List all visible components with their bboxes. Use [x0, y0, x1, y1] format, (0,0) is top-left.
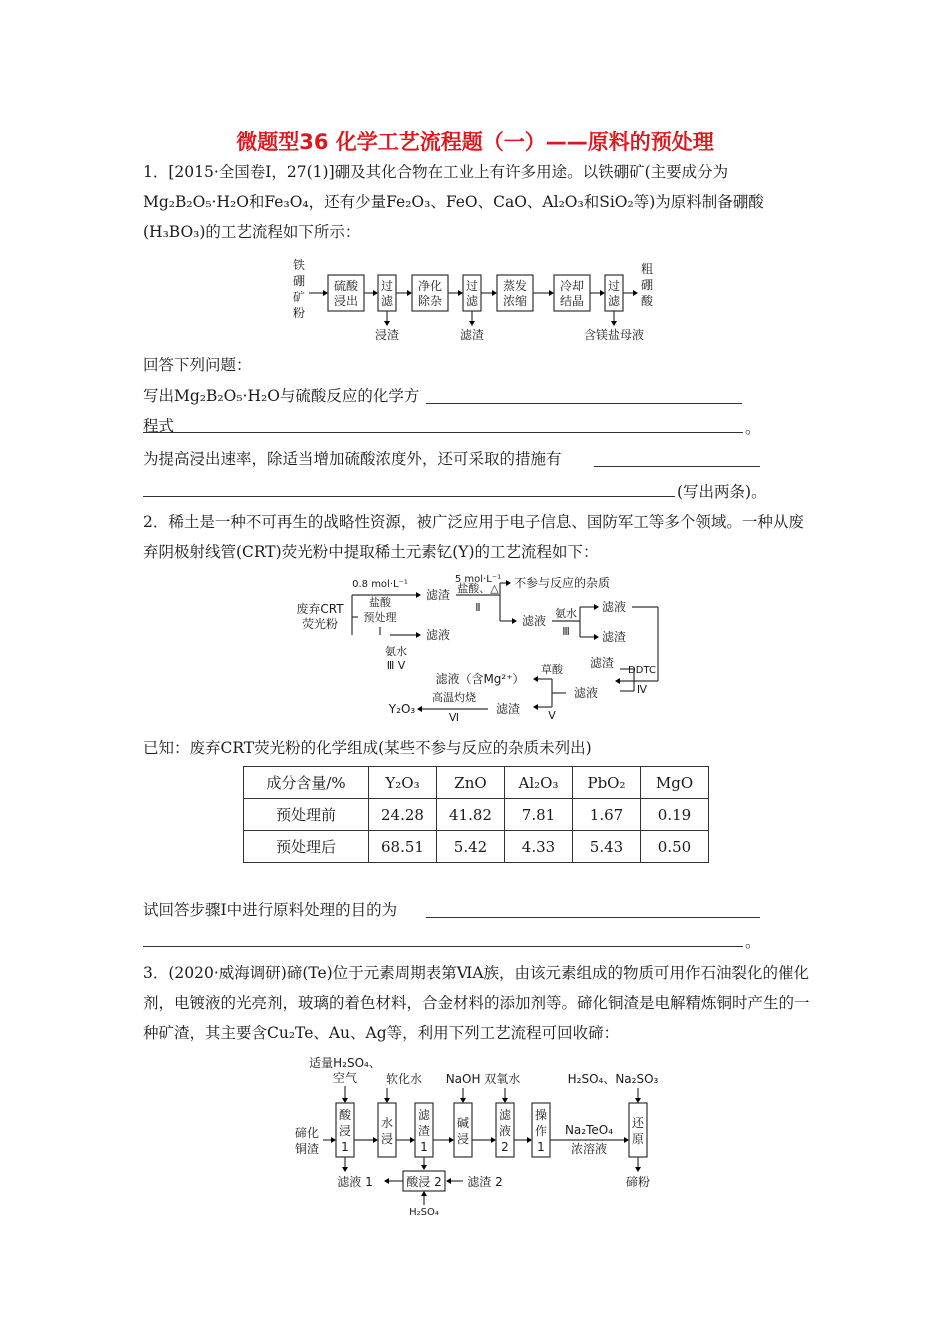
q3-product: 碲粉 — [625, 1175, 651, 1189]
q1-question-b: 为提高浸出速率，除适当增加硫酸浓度外，还可采取的措施有 — [143, 450, 562, 468]
q2-residue6: 滤渣 — [495, 702, 521, 716]
svg-text:浸: 浸 — [456, 1132, 470, 1146]
q1-out-filter-residue: 滤渣 — [459, 328, 485, 342]
svg-text:氨水: 氨水 — [385, 645, 407, 658]
svg-text:高温灼烧: 高温灼烧 — [432, 691, 476, 704]
q2-flowchart — [290, 573, 690, 723]
q2-filtrate2: 滤液 — [521, 614, 547, 628]
svg-text:草酸: 草酸 — [541, 663, 563, 676]
q1-answer-line-a2[interactable] — [143, 432, 743, 433]
q1-answer-line-b1[interactable] — [594, 466, 760, 467]
page-title: 微题型36 化学工艺流程题（一）——原料的预处理 — [236, 130, 714, 154]
q2-start: 废弃CRT — [296, 602, 344, 616]
q2-suffix: 。 — [745, 933, 761, 951]
table-row: 预处理后 68.51 5.42 4.33 5.43 0.50 — [244, 831, 709, 863]
svg-text:H₂SO₄、Na₂SO₃: H₂SO₄、Na₂SO₃ — [567, 1072, 659, 1086]
q2-filtrate3: 滤液 — [601, 600, 627, 614]
q2-answer-line-1[interactable] — [426, 917, 760, 918]
svg-text:适量H₂SO₄、: 适量H₂SO₄、 — [309, 1056, 381, 1070]
svg-text:酸浸 2: 酸浸 2 — [406, 1175, 442, 1189]
q3-out-filtrate1: 滤液 1 — [337, 1175, 373, 1189]
svg-text:滤: 滤 — [607, 294, 621, 308]
q3-h2so4: H₂SO₄ — [409, 1207, 439, 1215]
svg-text:浸: 浸 — [380, 1132, 394, 1146]
q2-residue4: 滤渣 — [589, 656, 615, 670]
svg-text:滤: 滤 — [498, 1108, 512, 1122]
svg-text:作: 作 — [534, 1124, 548, 1138]
q1-start-char: 铁 — [292, 258, 306, 272]
svg-text:Ⅵ: Ⅵ — [448, 711, 460, 723]
q3-start: 铜渣 — [294, 1142, 320, 1156]
q3-box-alkali-leach — [454, 1103, 472, 1157]
q1-answer-line-b2[interactable] — [143, 496, 675, 497]
q1-start-char: 粉 — [292, 306, 306, 320]
svg-text:净化: 净化 — [417, 279, 443, 293]
q1-end-char: 粗 — [640, 262, 654, 276]
svg-text:空气: 空气 — [332, 1071, 358, 1085]
svg-text:滤: 滤 — [465, 294, 479, 308]
q3-flowchart — [293, 1055, 693, 1215]
q1-start-char: 硼 — [292, 274, 306, 288]
q2-question: 试回答步骤Ⅰ中进行原料处理的目的为 — [143, 901, 398, 919]
q1-out-leach-residue: 浸渣 — [374, 328, 400, 342]
svg-text:操: 操 — [534, 1108, 548, 1122]
svg-text:冷却: 冷却 — [559, 279, 585, 293]
svg-text:0.8 mol·L⁻¹: 0.8 mol·L⁻¹ — [352, 579, 408, 590]
q1-end-char: 酸 — [640, 294, 654, 308]
svg-text:1: 1 — [420, 1140, 428, 1154]
svg-text:Ⅰ: Ⅰ — [378, 625, 382, 638]
svg-text:除杂: 除杂 — [417, 294, 443, 308]
q2-composition-table — [243, 766, 709, 863]
svg-text:结晶: 结晶 — [559, 294, 585, 308]
q1-question-a: 写出Mg₂B₂O₅·H₂O与硫酸反应的化学方程式 — [143, 387, 420, 435]
svg-text:5 mol·L⁻¹: 5 mol·L⁻¹ — [454, 574, 502, 585]
q2-impurity: 不参与反应的杂质 — [514, 576, 611, 590]
svg-text:Ⅲ Ⅴ: Ⅲ Ⅴ — [386, 659, 406, 672]
svg-text:Ⅳ: Ⅳ — [636, 683, 648, 696]
svg-text:液: 液 — [498, 1124, 512, 1138]
q1-end-char: 硼 — [640, 278, 654, 292]
svg-text:浸: 浸 — [338, 1124, 352, 1138]
q2-product: Y₂O₃ — [388, 702, 416, 716]
svg-text:还: 还 — [631, 1116, 645, 1130]
q1-start-char: 矿 — [292, 290, 306, 304]
svg-text:浸出: 浸出 — [333, 294, 359, 308]
q3-start: 碲化 — [294, 1126, 320, 1140]
q1-out-mother-liquor: 含镁盐母液 — [583, 328, 645, 342]
q2-intro: 2．稀土是一种不可再生的战略性资源，被广泛应用于电子信息、国防军工等多个领域。一种从废弃阴极射线管(CRT)荧光粉中提取稀土元素钇(Y)的工艺流程如下： — [143, 513, 804, 561]
svg-text:2: 2 — [501, 1140, 509, 1154]
svg-text:1: 1 — [537, 1140, 545, 1154]
q3-box-water-leach — [378, 1103, 396, 1157]
svg-text:水: 水 — [380, 1116, 394, 1130]
q1-suffix-a: 。 — [745, 419, 761, 437]
svg-text:硫酸: 硫酸 — [333, 279, 359, 293]
svg-text:1: 1 — [341, 1140, 349, 1154]
svg-text:过: 过 — [607, 279, 621, 293]
svg-text:滤: 滤 — [417, 1108, 431, 1122]
q1-answer-line-a1[interactable] — [426, 403, 742, 404]
svg-text:预处理: 预处理 — [363, 611, 397, 624]
q2-answer-line-2[interactable] — [143, 946, 743, 947]
q1-flowchart — [285, 255, 665, 345]
svg-text:Ⅲ: Ⅲ — [562, 625, 570, 638]
svg-text:浓缩: 浓缩 — [502, 294, 528, 308]
svg-text:原: 原 — [631, 1132, 645, 1146]
svg-text:蒸发: 蒸发 — [502, 279, 528, 293]
svg-text:盐酸、△: 盐酸、△ — [457, 582, 499, 595]
q2-residue: 滤渣 — [425, 588, 451, 602]
svg-text:Ⅱ: Ⅱ — [475, 601, 481, 614]
svg-text:软化水: 软化水 — [385, 1072, 423, 1086]
svg-text:Na₂TeO₄: Na₂TeO₄ — [564, 1123, 614, 1137]
svg-text:氨水: 氨水 — [555, 607, 577, 620]
svg-text:滤: 滤 — [380, 294, 394, 308]
svg-text:盐酸: 盐酸 — [369, 596, 391, 609]
q2-filtrate5: 滤液 — [573, 686, 599, 700]
svg-text:过: 过 — [465, 279, 479, 293]
table-row: 预处理前 24.28 41.82 7.81 1.67 0.19 — [244, 799, 709, 831]
svg-text:过: 过 — [380, 279, 394, 293]
q3-box-reduce — [629, 1103, 647, 1157]
svg-text:渣: 渣 — [417, 1124, 431, 1138]
q1-intro: 1．[2015·全国卷Ⅰ，27(1)]硼及其化合物在工业上有许多用途。以铁硼矿(主要成分为Mg₂B₂O₅·H₂O和Fe₃O₄，还有少量Fe₂O₃、FeO、CaO、Al₂O₃和SiO₂等)为原料制备硼酸(H₃BO₃)的工艺流程如下所示： — [143, 163, 764, 241]
svg-text:酸: 酸 — [338, 1108, 352, 1122]
svg-text:碱: 碱 — [456, 1116, 470, 1130]
table-header-row: 成分含量/% Y₂O₃ ZnO Al₂O₃ PbO₂ MgO — [244, 767, 709, 799]
q3-residue2: 滤渣 2 — [467, 1175, 503, 1189]
q2-ddtc: DDTC — [628, 665, 656, 676]
q1-prompt: 回答下列问题： — [143, 356, 252, 374]
q2-filtrate: 滤液 — [425, 628, 451, 642]
q2-known: 已知：废弃CRT荧光粉的化学组成(某些不参与反应的杂质未列出) — [143, 739, 592, 757]
q2-start: 荧光粉 — [301, 617, 339, 631]
q3-intro: 3．(2020·威海调研)碲(Te)位于元素周期表第ⅥA族，由该元素组成的物质可用作石油裂化的催化剂，电镀液的光亮剂，玻璃的着色材料，合金材料的添加剂等。碲化铜渣是电解精炼铜时产生的一种矿渣，其主要含Cu₂Te、Au、Ag等，利用下列工艺流程可回收碲： — [143, 964, 810, 1042]
q2-residue3: 滤渣 — [601, 630, 627, 644]
svg-text:浓溶液: 浓溶液 — [570, 1142, 608, 1156]
q2-filtrate-mg: 滤液（含Mg²⁺） — [435, 672, 525, 686]
svg-text:Ⅴ: Ⅴ — [548, 709, 556, 722]
q1-suffix-b: (写出两条)。 — [677, 483, 767, 501]
svg-text:NaOH 双氧水: NaOH 双氧水 — [445, 1072, 521, 1086]
